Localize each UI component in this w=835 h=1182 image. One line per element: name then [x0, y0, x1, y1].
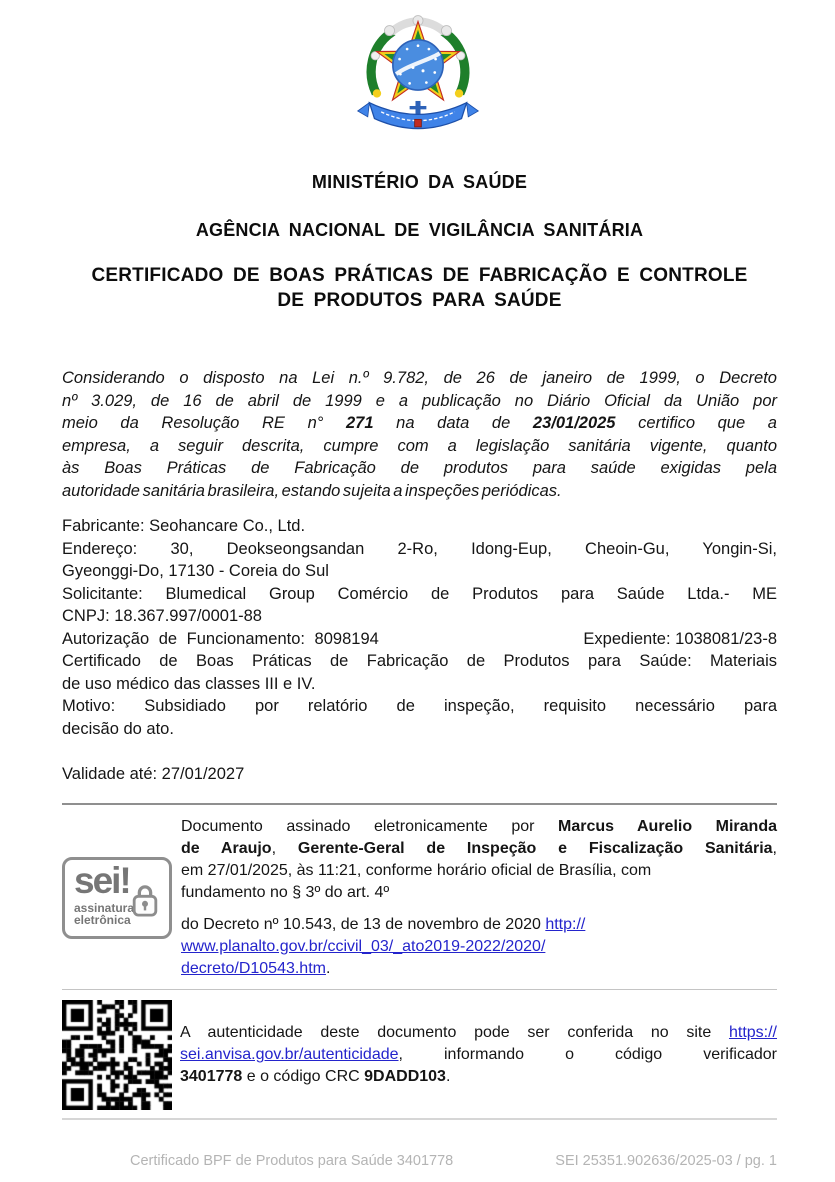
- preamble-line: meio da Resolução RE n° 271 na data de 23/01/2025 certifico que a: [62, 414, 777, 432]
- certificate-title: [62, 263, 777, 313]
- preamble-line: Considerando o disposto na Lei n.º 9.782, de 26 de janeiro de 1999, o Decreto: [62, 369, 777, 387]
- authorization-line: [62, 628, 777, 651]
- decree-link[interactable]: www.planalto.gov.br/ccivil_03/_ato2019-2022/2020/: [181, 938, 546, 955]
- expediente-number: Expediente: 1038081/23-8: [583, 629, 777, 648]
- ministry-title: MINISTÉRIO DA SAÚDE: [311, 172, 528, 192]
- signature-statement: Documento assinado eletronicamente por Marcus Aurelio Miranda de Araujo, Gerente-Geral de Inspeção e Fiscalização Sanitária, em 27/01/2025, às 11:21, conforme horário oficial de Brasília, com fundamento no § 3º do art. 4º do Decreto nº 10.543, de 13 de novembro de 2020 http:// www.planalto.gov.br/ccivil_03/_ato2019-2022/2020/ decreto/D10543.htm.: [181, 816, 777, 980]
- signer-role: Gerente-Geral de Inspeção e Fiscalização Sanitária: [297, 840, 773, 857]
- signature-section: [62, 816, 777, 980]
- manufacturer-line: Fabricante: Seohancare Co., Ltd.: [62, 517, 306, 535]
- preamble-line: às Boas Práticas de Fabricação de produtos para saúde exigidas pela: [62, 459, 777, 477]
- authorization-number: Autorização de Funcionamento: 8098194: [62, 629, 379, 648]
- footer-sei-label: SEI 25351.902636/2025-03 / pg. 1: [555, 1153, 777, 1169]
- separator-rule-top: [62, 803, 777, 805]
- applicant-line: Solicitante: Blumedical Group Comércio de Produtos para Saúde Ltda.- ME: [62, 584, 777, 603]
- decree-link[interactable]: decreto/D10543.htm: [181, 960, 326, 977]
- qr-code: [62, 1000, 172, 1110]
- resolution-number: 271: [345, 414, 374, 432]
- brazil-coat-of-arms: [351, 12, 485, 138]
- details-block: [62, 515, 777, 740]
- authenticity-statement: A autenticidade deste documento pode ser conferida no site https:// sei.anvisa.gov.br/autenticidade, informando o código verificador 3401778 e o código CRC 9DADD103.: [180, 1024, 777, 1085]
- resolution-date: 23/01/2025: [532, 414, 616, 432]
- certificate-title-line2: DE PRODUTOS PARA SAÚDE: [277, 290, 562, 311]
- signer-name-cont: de Araujo: [181, 840, 272, 857]
- page-footer: [130, 1153, 777, 1169]
- address-line1: Endereço: 30, Deokseongsandan 2-Ro, Idong-Eup, Cheoin-Gu, Yongin-Si,: [62, 539, 777, 558]
- separator-rule-bottom: [62, 1118, 777, 1120]
- separator-rule-middle: [62, 989, 777, 990]
- signer-name: Marcus Aurelio Miranda: [558, 818, 777, 835]
- certificate-scope-line2: de uso médico das classes III e IV.: [62, 674, 316, 693]
- sei-caption: assinatura eletrônica: [74, 901, 135, 927]
- certificate-scope-line1: Certificado de Boas Práticas de Fabricação de Produtos para Saúde: Materiais: [62, 652, 777, 670]
- authenticity-link[interactable]: sei.anvisa.gov.br/autenticidade: [180, 1046, 399, 1063]
- footer-doc-label: Certificado BPF de Produtos para Saúde 3401778: [130, 1153, 454, 1169]
- verifier-code: 3401778: [180, 1068, 243, 1085]
- decree-link[interactable]: http://: [545, 916, 586, 933]
- crc-code: 9DADD103: [364, 1068, 446, 1085]
- authenticity-link[interactable]: https://: [728, 1024, 777, 1041]
- cnpj-line: CNPJ: 18.367.997/0001-88: [62, 607, 262, 625]
- sei-signature-logo: [62, 857, 172, 939]
- padlock-icon: [129, 882, 161, 920]
- sei-logo-text: sei!: [74, 860, 130, 901]
- preamble-line: autoridade sanitária brasileira, estando sujeita a inspeções periódicas.: [62, 481, 562, 500]
- certificate-title-line1: CERTIFICADO DE BOAS PRÁTICAS DE FABRICAÇÃO E CONTROLE: [91, 265, 748, 286]
- validity-date: Validade até: 27/01/2027: [62, 765, 245, 783]
- decree-reference: do Decreto nº 10.543, de 13 de novembro de 2020 http:// www.planalto.gov.br/ccivil_03/_ato2019-2022/2020/ decreto/D10543.htm.: [181, 916, 586, 977]
- preamble-line: nº 3.029, de 16 de abril de 1999 e a publicação no Diário Oficial da União por: [62, 391, 777, 410]
- preamble-line: empresa, a seguir descrita, cumpre com a legislação sanitária vigente, quanto: [62, 436, 777, 455]
- reason-line1: Motivo: Subsidiado por relatório de inspeção, requisito necessário para: [62, 697, 777, 715]
- agency-title: AGÊNCIA NACIONAL DE VIGILÂNCIA SANITÁRIA: [195, 220, 644, 240]
- preamble-paragraph: [62, 367, 777, 502]
- reason-line2: decisão do ato.: [62, 719, 174, 738]
- address-line2: Gyeonggi-Do, 17130 - Coreia do Sul: [62, 562, 329, 580]
- authenticity-section: [62, 1000, 777, 1110]
